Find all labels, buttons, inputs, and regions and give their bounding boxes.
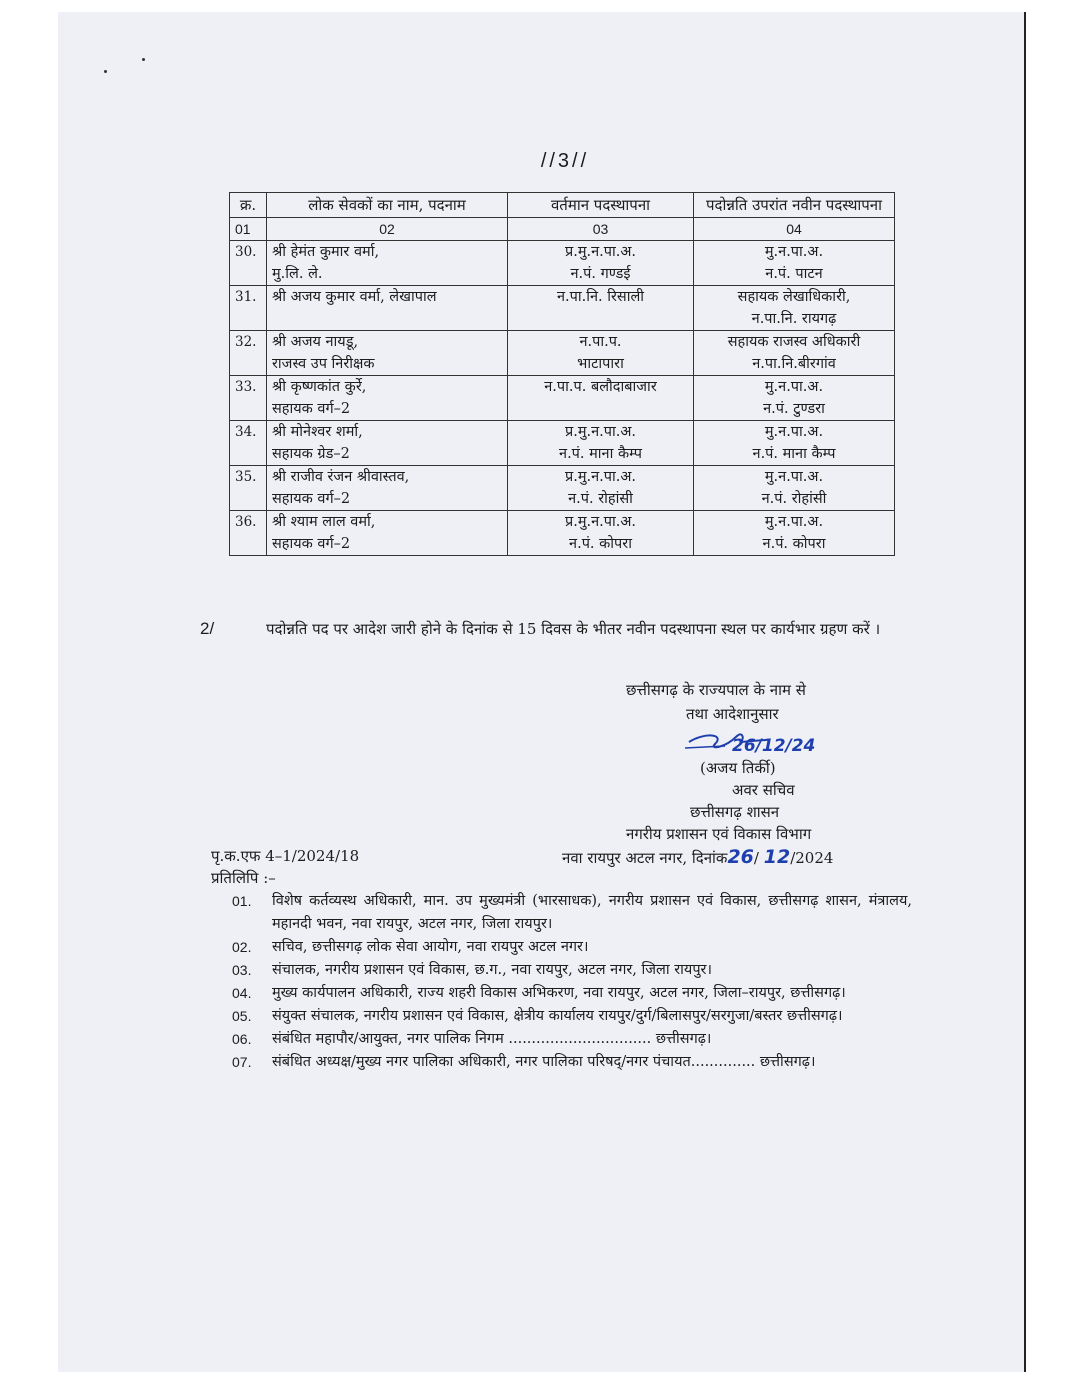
row-current-posting-line: प्र.मु.न.पा.अ. — [564, 514, 637, 530]
row-new-posting-line: न.पा.नि.बीरगांव — [752, 356, 836, 372]
row-current-posting — [508, 376, 694, 421]
header-name: लोक सेवकों का नाम, पदनाम — [267, 193, 508, 218]
paragraph-text: पदोन्नति पद पर आदेश जारी होने के दिनांक से 15 दिवस के भीतर नवीन पदस्थापना स्थल पर कार्यभार ग्रहण करें । — [266, 620, 881, 638]
row-new-posting — [694, 331, 895, 376]
column-number-row — [230, 218, 895, 241]
government-name: छत्तीसगढ़ शासन — [690, 803, 780, 821]
copy-item-number: 01. — [232, 893, 252, 909]
copy-to-title: प्रतिलिपि :– — [211, 869, 276, 887]
row-new-posting — [694, 421, 895, 466]
department-name: नगरीय प्रशासन एवं विकास विभाग — [626, 825, 812, 843]
table-row — [230, 241, 895, 286]
row-employee-name — [267, 376, 508, 421]
row-new-posting-line: मु.न.पा.अ. — [764, 424, 824, 440]
officer-designation: अवर सचिव — [732, 781, 795, 799]
row-serial: 31. — [230, 286, 267, 331]
row-current-posting-line: भाटापारा — [577, 356, 624, 372]
row-employee-name — [267, 331, 508, 376]
table-row — [230, 511, 895, 556]
table-row — [230, 331, 895, 376]
row-employee-name-line: सहायक वर्ग–2 — [272, 401, 351, 417]
row-employee-name-line: श्री राजीव रंजन श्रीवास्तव, — [272, 469, 410, 485]
row-employee-name-line: सहायक ग्रेड–2 — [272, 446, 350, 462]
row-employee-name-line: राजस्व उप निरीक्षक — [272, 356, 375, 372]
table-row — [230, 466, 895, 511]
copy-item-number: 04. — [232, 985, 252, 1001]
table-row — [230, 376, 895, 421]
officer-name: (अजय तिर्की) — [700, 759, 776, 777]
row-serial: 34. — [230, 421, 267, 466]
copy-item-number: 02. — [232, 939, 252, 955]
posting-table — [229, 192, 895, 556]
row-current-posting-line: प्र.मु.न.पा.अ. — [564, 469, 637, 485]
copy-item — [232, 890, 912, 936]
row-employee-name-line: श्री अजय कुमार वर्मा, लेखापाल — [272, 289, 437, 305]
signature-date: 26/12/24 — [732, 736, 816, 756]
row-new-posting — [694, 466, 895, 511]
row-current-posting-line: न.पं. माना कैम्प — [559, 446, 642, 462]
row-employee-name — [267, 241, 508, 286]
row-employee-name-line: सहायक वर्ग–2 — [272, 536, 351, 552]
page-number: //3// — [540, 150, 590, 172]
row-current-posting-line: न.पा.प. बलौदाबाजार — [544, 379, 657, 395]
row-employee-name — [267, 466, 508, 511]
row-new-posting-line: न.पं. पाटन — [765, 266, 823, 282]
table-row — [230, 286, 895, 331]
copy-item — [232, 1028, 912, 1051]
row-employee-name-line: श्री अजय नायडू, — [272, 334, 359, 350]
copy-item — [232, 959, 912, 982]
copy-item-text: सचिव, छत्तीसगढ़ लोक सेवा आयोग, नवा रायपुर अटल नगर। — [272, 939, 589, 955]
row-employee-name-line: मु.लि. ले. — [272, 266, 323, 282]
row-new-posting-line: न.पं. टुण्डरा — [763, 401, 825, 417]
row-employee-name-line: सहायक वर्ग–2 — [272, 491, 351, 507]
reference-place-date: नवा रायपुर अटल नगर, दिनांक26/ 12/2024 — [562, 846, 834, 868]
header-current-posting: वर्तमान पदस्थापना — [508, 193, 694, 218]
copy-item-number: 07. — [232, 1054, 252, 1070]
row-new-posting-line: मु.न.पा.अ. — [764, 379, 824, 395]
row-new-posting-line: मु.न.पा.अ. — [764, 514, 824, 530]
row-current-posting — [508, 511, 694, 556]
row-current-posting — [508, 286, 694, 331]
table-body — [230, 218, 895, 556]
row-employee-name — [267, 286, 508, 331]
row-serial: 30. — [230, 241, 267, 286]
header-new-posting: पदोन्नति उपरांत नवीन पदस्थापना — [694, 193, 895, 218]
row-current-posting — [508, 331, 694, 376]
row-current-posting-line: न.पं. कोपरा — [569, 536, 632, 552]
authority-line-2: तथा आदेशानुसार — [686, 705, 779, 723]
copy-item-text: संचालक, नगरीय प्रशासन एवं विकास, छ.ग., नवा रायपुर, अटल नगर, जिला रायपुर। — [272, 962, 712, 978]
row-current-posting-line: न.पं. गण्डई — [570, 266, 631, 282]
copy-item-text: संयुक्त संचालक, नगरीय प्रशासन एवं विकास, क्षेत्रीय कार्यालय रायपुर/दुर्ग/बिलासपुर/सरगुजा/बस्तर छत्तीसगढ़। — [272, 1008, 843, 1024]
row-employee-name-line: श्री हेमंत कुमार वर्मा, — [272, 244, 380, 260]
row-new-posting-line: न.पं. रोहांसी — [761, 491, 827, 507]
row-new-posting-line: सहायक लेखाधिकारी, — [737, 289, 851, 305]
authority-line-1: छत्तीसगढ़ के राज्यपाल के नाम से — [626, 681, 806, 699]
row-employee-name-line: श्री मोनेश्वर शर्मा, — [272, 424, 363, 440]
row-current-posting — [508, 241, 694, 286]
copy-item — [232, 1051, 912, 1074]
paragraph-number: 2/ — [200, 619, 215, 638]
row-serial: 35. — [230, 466, 267, 511]
row-employee-name-line: श्री श्याम लाल वर्मा, — [272, 514, 376, 530]
column-number: 04 — [694, 218, 895, 241]
copy-item — [232, 936, 912, 959]
row-employee-name — [267, 421, 508, 466]
copy-item-number: 03. — [232, 962, 252, 978]
row-new-posting-line: मु.न.पा.अ. — [764, 244, 824, 260]
row-employee-name-line: श्री कृष्णकांत कुर्रे, — [272, 379, 367, 395]
row-new-posting-line: न.पं. कोपरा — [762, 536, 826, 552]
row-new-posting-line: न.पा.नि. रायगढ़ — [751, 311, 837, 327]
row-new-posting-line: सहायक राजस्व अधिकारी — [727, 334, 861, 350]
copy-item-number: 05. — [232, 1008, 252, 1024]
column-number: 01 — [230, 218, 267, 241]
place-date-prefix: नवा रायपुर अटल नगर, दिनांक — [562, 849, 728, 867]
copy-item — [232, 982, 912, 1005]
row-new-posting — [694, 286, 895, 331]
column-number: 02 — [267, 218, 508, 241]
column-number: 03 — [508, 218, 694, 241]
row-new-posting — [694, 241, 895, 286]
row-new-posting-line: न.पं. माना कैम्प — [752, 446, 836, 462]
row-serial: 32. — [230, 331, 267, 376]
copy-item-text: संबंधित अध्यक्ष/मुख्य नगर पालिका अधिकारी, नगर पालिका परिषद्/नगर पंचायत.............. छत्तीसगढ़। — [272, 1054, 816, 1070]
date-year: /2024 — [790, 849, 834, 867]
handwritten-month: 12 — [763, 846, 791, 868]
copy-item-text: संबंधित महापौर/आयुक्त, नगर पालिक निगम ............................... छत्तीसगढ़। — [272, 1031, 712, 1047]
row-new-posting — [694, 376, 895, 421]
scan-marks — [100, 58, 150, 78]
copy-item-number: 06. — [232, 1031, 252, 1047]
table-row — [230, 421, 895, 466]
copy-item-text: विशेष कर्तव्यस्थ अधिकारी, मान. उप मुख्यमंत्री (भारसाधक), नगरीय प्रशासन एवं विकास, छत्तीसगढ़ शासन, मंत्रालय, महानदी भवन, नवा रायपुर, अटल नगर, जिला रायपुर। — [272, 893, 912, 932]
row-current-posting — [508, 421, 694, 466]
row-serial: 33. — [230, 376, 267, 421]
row-current-posting-line: न.पा.प. — [579, 334, 622, 350]
copy-to-list — [232, 890, 912, 1074]
copy-item-text: मुख्य कार्यपालन अधिकारी, राज्य शहरी विकास अभिकरण, नवा रायपुर, अटल नगर, जिला–रायपुर, छत्तीसगढ़। — [272, 985, 846, 1001]
header-serial: क्र. — [230, 193, 267, 218]
row-current-posting-line: न.पा.नि. रिसाली — [556, 289, 645, 305]
row-new-posting-line: मु.न.पा.अ. — [764, 469, 824, 485]
handwritten-day: 26 — [727, 846, 754, 868]
reference-number: पृ.क.एफ 4–1/2024/18 — [211, 847, 360, 865]
row-new-posting — [694, 511, 895, 556]
row-current-posting — [508, 466, 694, 511]
row-current-posting-line: न.पं. रोहांसी — [568, 491, 633, 507]
table-header-row — [230, 193, 895, 218]
row-employee-name — [267, 511, 508, 556]
row-current-posting-line: प्र.मु.न.पा.अ. — [564, 244, 637, 260]
row-current-posting-line: प्र.मु.न.पा.अ. — [564, 424, 637, 440]
row-serial: 36. — [230, 511, 267, 556]
copy-item — [232, 1005, 912, 1028]
